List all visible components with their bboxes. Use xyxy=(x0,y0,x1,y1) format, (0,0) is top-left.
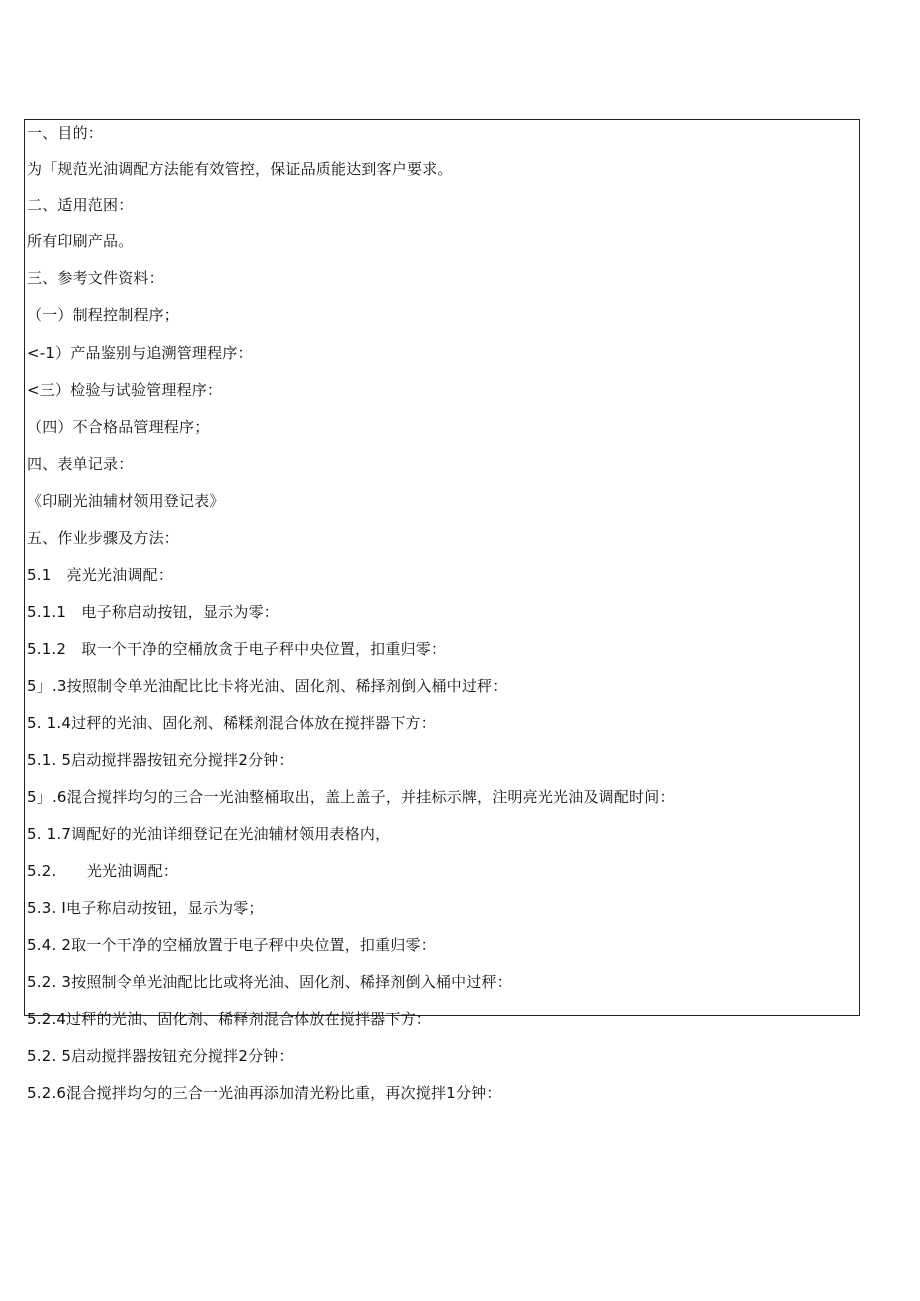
reference-item-2: <-1）产品鉴别与追溯管理程序： xyxy=(27,344,253,362)
step-5-4: 5.4. 2取一个干净的空桶放置于电子秤中央位置，扣重归零： xyxy=(27,936,436,954)
forms-text: 《印刷光油辅材领用登记表》 xyxy=(27,492,225,510)
section-heading-scope: 二、适用范困： xyxy=(27,196,134,214)
section-heading-references: 三、参考文件资料： xyxy=(27,269,164,287)
reference-item-1: （一）制程控制程序； xyxy=(27,306,180,324)
step-5-1-4: 5. 1.4过秤的光油、固化剂、稀糅剂混合体放在搅拌器下方： xyxy=(27,714,436,732)
reference-item-4: （四）不合格品管理程序； xyxy=(27,418,210,436)
step-5-1-7: 5. 1.7调配好的光油详细登记在光油辅材领用表格内， xyxy=(27,825,391,843)
step-5-2-6: 5.2.6混合搅拌均匀的三合一光油再添加清光粉比重，再次搅拌1分钟： xyxy=(27,1084,502,1102)
step-5-1: 5.1 亮光光油调配： xyxy=(27,566,174,584)
step-5-1-6: 5」.6混合搅拌均匀的三合一光油整桶取出，盖上盖子，并挂标示牌，注明亮光光油及调配时间： xyxy=(27,788,675,806)
section-heading-forms: 四、表单记录： xyxy=(27,455,134,473)
step-5-2-4: 5.2.4过秤的光油、固化剂、稀释剂混合体放在搅拌器下方： xyxy=(27,1010,431,1028)
document-table xyxy=(24,119,860,1102)
step-5-2-5: 5.2. 5启动搅拌器按钮充分搅拌2分钟： xyxy=(27,1047,294,1065)
step-5-1-2: 5.1.2 取一个干净的空桶放贪于电子秤中央位置，扣重归零： xyxy=(27,640,447,658)
scope-text: 所有印刷产品。 xyxy=(27,232,134,250)
reference-item-3: <三）检验与试验管理程序： xyxy=(27,381,223,399)
step-5-2: 5.2. 光光油调配： xyxy=(27,862,179,880)
step-5-2-3: 5.2. 3按照制令单光油配比比或将光油、固化剂、稀择剂倒入桶中过秤： xyxy=(27,973,512,991)
section-heading-purpose: 一、目的： xyxy=(27,124,104,142)
step-5-1-1: 5.1.1 电子称启动按钮，显示为零： xyxy=(27,603,279,621)
step-5-3: 5.3. I电子称启动按钮，显示为零； xyxy=(27,899,264,917)
section-heading-procedure: 五、作业步骤及方法： xyxy=(27,529,180,547)
step-5-1-5: 5.1. 5启动搅拌器按钮充分搅拌2分钟： xyxy=(27,751,294,769)
purpose-text: 为「规范光油调配方法能有效管控，保证品质能达到客户要求。 xyxy=(27,160,453,178)
step-5-1-3: 5」.3按照制令单光油配比比卡将光油、固化剂、稀择剂倒入桶中过秤： xyxy=(27,677,508,695)
